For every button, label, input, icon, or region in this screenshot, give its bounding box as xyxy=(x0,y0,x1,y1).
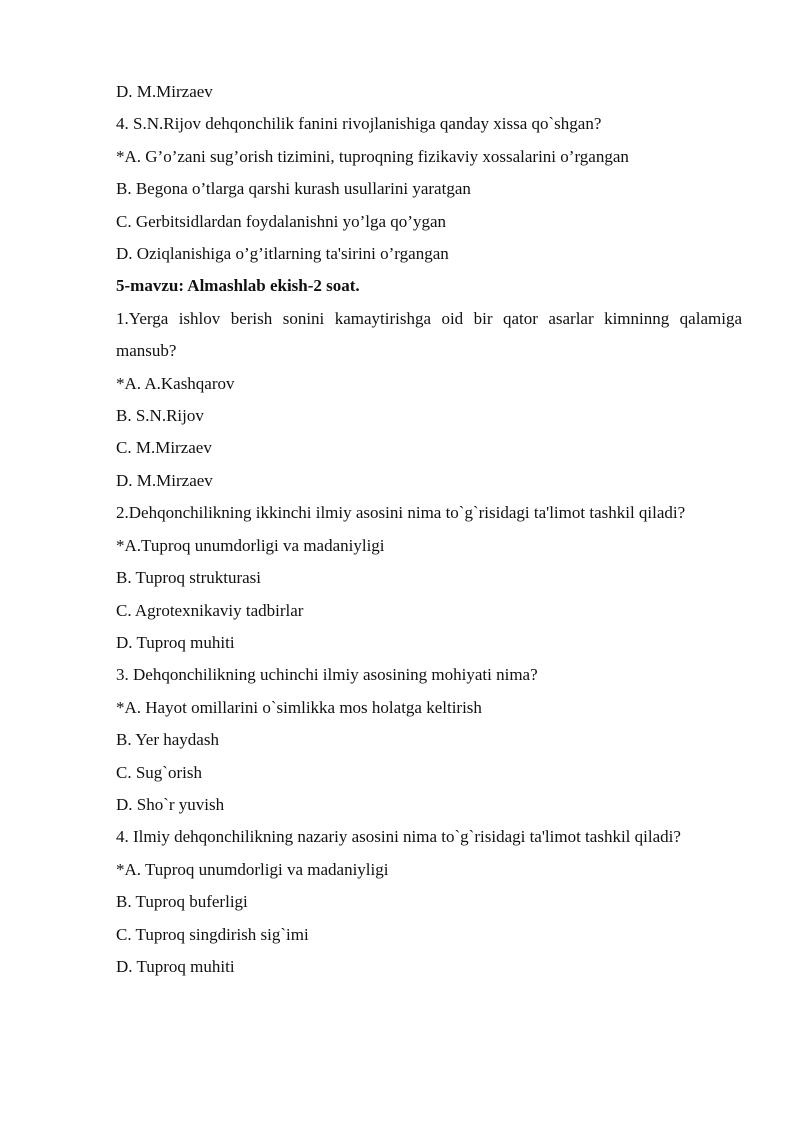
question-1: 1.Yerga ishlov berish sonini kamaytirishga oid bir qator asarlar kimninng qalamiga mansub? xyxy=(116,308,742,361)
answer-option-b: B. Tuproq buferligi xyxy=(116,892,248,912)
document-page xyxy=(116,76,742,983)
answer-option-a-correct: *A. Hayot omillarini o`simlikka mos holatga keltirish xyxy=(116,697,482,717)
answer-option-b: B. Tuproq strukturasi xyxy=(116,568,261,588)
answer-option-b: B. Yer haydash xyxy=(116,730,219,750)
answer-option-a-correct: *A. A.Kashqarov xyxy=(116,373,235,393)
answer-option-a-correct: *A. Tuproq unumdorligi va madaniyligi xyxy=(116,859,389,879)
answer-option-d: D. M.Mirzaev xyxy=(116,82,213,101)
answer-option-c: C. Sug`orish xyxy=(116,762,202,782)
answer-option-d: D. Sho`r yuvish xyxy=(116,794,225,814)
answer-option-c: C. Agrotexnikaviy tadbirlar xyxy=(116,600,304,620)
answer-option-d: D. M.Mirzaev xyxy=(116,470,213,490)
answer-option-d: D. Tuproq muhiti xyxy=(116,632,235,652)
question-4: 4. Ilmiy dehqonchilikning nazariy asosini nima to`g`risidagi ta'limot tashkil qiladi? xyxy=(116,827,681,847)
section-heading: 5-mavzu: Almashlab ekish-2 soat. xyxy=(116,276,360,296)
answer-option-c: C. Gerbitsidlardan foydalanishni yo’lga qo’ygan xyxy=(116,211,447,231)
question-2: 2.Dehqonchilikning ikkinchi ilmiy asosini nima to`g`risidagi ta'limot tashkil qiladi? xyxy=(116,503,686,523)
answer-option-d: D. Tuproq muhiti xyxy=(116,956,235,976)
answer-option-a-correct: *A. G’o’zani sug’orish tizimini, tuproqning fizikaviy xossalarini o’rgangan xyxy=(116,146,629,166)
answer-option-c: C. M.Mirzaev xyxy=(116,438,212,458)
answer-option-d: D. Oziqlanishiga o’g’itlarning ta'sirini o’rgangan xyxy=(116,244,449,264)
answer-option-b: B. Begona o’tlarga qarshi kurash usullarini yaratgan xyxy=(116,179,471,199)
answer-option-c: C. Tuproq singdirish sig`imi xyxy=(116,924,309,944)
question-3: 3. Dehqonchilikning uchinchi ilmiy asosining mohiyati nima? xyxy=(116,665,538,685)
question-4: 4. S.N.Rijov dehqonchilik fanini rivojlanishiga qanday xissa qo`shgan? xyxy=(116,114,602,134)
answer-option-b: B. S.N.Rijov xyxy=(116,406,204,426)
answer-option-a-correct: *A.Tuproq unumdorligi va madaniyligi xyxy=(116,535,385,555)
